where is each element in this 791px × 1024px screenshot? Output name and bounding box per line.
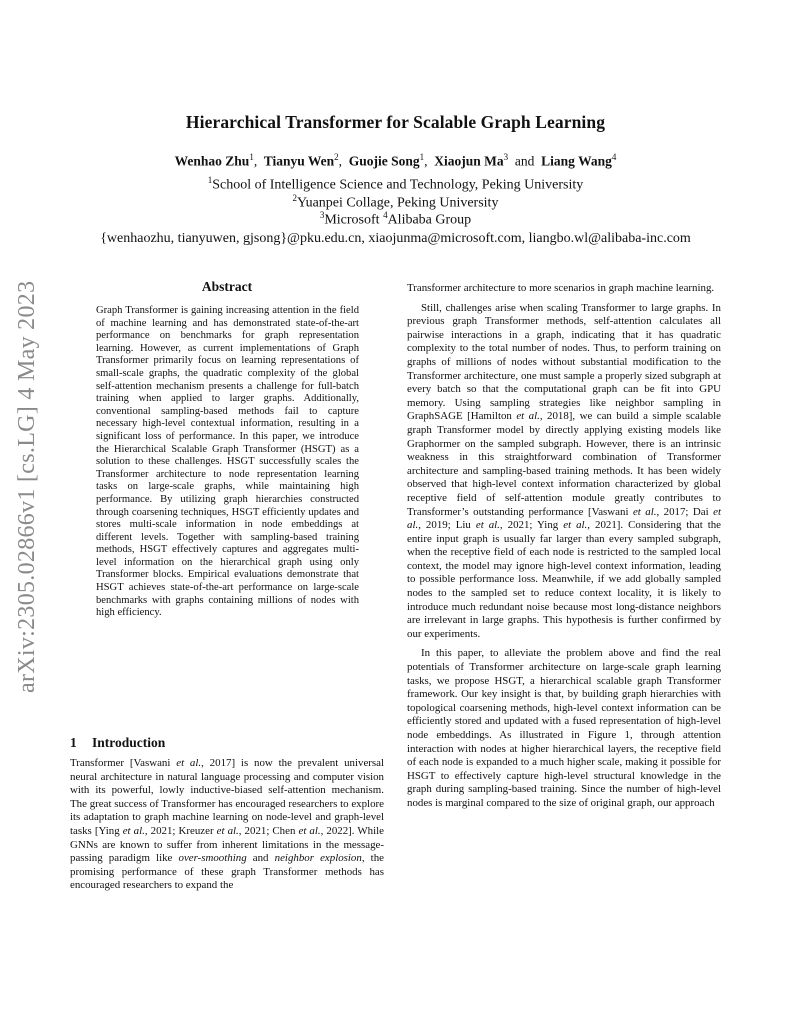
affiliation-line: $^3$Microsoft $^4$Alibaba Group <box>319 210 472 228</box>
abstract-heading: Abstract <box>201 279 253 294</box>
author-name: Liang Wang <box>541 153 612 169</box>
affiliation-line: $^1$School of Intelligence Science and Technology, Peking University <box>207 175 584 193</box>
introduction-right-column <box>407 282 721 811</box>
section-title: Introduction <box>92 735 166 750</box>
paper-title: Hierarchical Transformer for Scalable Graph Learning <box>185 112 606 132</box>
author-affiliation-mark: 1 <box>419 152 425 162</box>
affiliation-line: $^2$Yuanpei Collage, Peking University <box>292 193 499 211</box>
author-name: Wenhao Zhu <box>174 153 250 169</box>
author-affiliation-mark: 4 <box>611 152 617 162</box>
author-name: Guojie Song <box>348 153 420 169</box>
arxiv-identifier-stamp: arXiv:2305.02866v1 [cs.LG] 4 May 2023 <box>14 280 40 693</box>
author-affiliation-mark: 3 <box>503 152 509 162</box>
author-affiliation-mark: 2 <box>334 152 339 162</box>
author-name: Tianyu Wen <box>263 153 335 169</box>
introduction-paragraph-left: Transformer [Vaswani et al., 2017] is now the prevalent universal neural architecture in natural language processing and computer vision with its powerful, lowly inductive-biased self-attention mechanism. The great success of Transformer has encouraged researchers to explore its adaptation to graph machine learning on node-level and graph-level tasks [Ying et al., 2021; Kreuzer et al., 2021; Chen et al., 2022]. While GNNs are known to suffer from inherent limitations in the message-passing paradigm like over-smoothing and neighbor explosion, the promising performance of these graph Transformer methods has encouraged researchers to expand the <box>70 757 385 892</box>
introduction-paragraph: In this paper, to alleviate the problem above and find the real potentials of Transformer architecture on large-scale graph learning tasks, we propose HSGT, a hierarchical scalable graph Transformer framework. Our key insight is that, by building graph hierarchies with topological coarsening methods, high-level context information can be efficiently stored and updated with a fused representation of high-level node embeddings. As illustrated in Figure 1, through attention interaction with nodes at higher hierarchical layers, the receptive field of each node is expanded to a much higher scale, making it possible for HSGT to effectively capture high-level structural knowledge in the graph during sampling-based training. Since the number of high-level nodes is marginal compared to the size of original graph, our approach <box>407 647 721 809</box>
author-emails: {wenhaozhu, tianyuwen, gjsong}@pku.edu.cn, xiaojunma@microsoft.com, liangbo.wl@alibaba-inc.com <box>100 231 691 246</box>
author-conjunction: and <box>514 153 535 169</box>
introduction-paragraph: Transformer architecture to more scenarios in graph machine learning. <box>407 282 715 294</box>
author-list: Wenhao Zhu$^1$, Tianyu Wen$^2$, Guojie Song$^1$, Xiaojun Ma$^3$ and Liang Wang$^4$ <box>174 152 617 169</box>
section-number: 1 <box>70 735 77 750</box>
section-heading-introduction <box>70 735 165 751</box>
author-affiliation-mark: 1 <box>249 152 254 162</box>
abstract-text: Graph Transformer is gaining increasing attention in the field of machine learning and has demonstrated state-of-the-art performance on benchmarks for graph representation learning. However, as current implementations of Graph Transformer primarily focus on learning representations of small-scale graphs, the quadratic complexity of the global self-attention mechanism presents a challenge for full-batch training when applied to larger graphs. Additionally, conventional sampling-based methods fail to capture necessary high-level contextual information, resulting in a significant loss of performance. In this paper, we introduce the Hierarchical Scalable Graph Transformer (HSGT) as a solution to these challenges. HSGT successfully scales the Transformer architecture to node representation learning tasks on large-scale graphs, while maintaining high performance. By utilizing graph hierarchies constructed through coarsening techniques, HSGT efficiently updates and stores multi-scale information in node embeddings at different levels. Together with sampling-based training methods, HSGT effectively captures and aggregates multi-level information on the hierarchical graph using only Transformer blocks. Empirical evaluations demonstrate that HSGT achieves state-of-the-art performance on large-scale benchmarks with graphs containing millions of nodes with high efficiency. <box>96 305 359 619</box>
author-name: Xiaojun Ma <box>434 153 504 169</box>
introduction-paragraph: Still, challenges arise when scaling Transformer to large graphs. In previous graph Transformer methods, self-attention calculates all pairwise interactions in a graph, indicating that it has quadratic complexity to the total number of nodes. Thus, to perform training on graphs of millions of nodes without substantial modification to the Transformer architecture, one must sample a properly sized subgraph at every batch so that the computational graph can be fit into GPU memory. Using sampling strategies like neighbor sampling in GraphSAGE [Hamilton et al., 2018], we can build a simple scalable graph Transformer model by directly applying existing models like Graphormer on the sampled subgraph. However, there is an intrinsic weakness in this straightforward combination of Transformer architecture and sampling-based training methods. It has been widely observed that high-level context information characterized by global receptive field of self-attention module greatly contributes to Transformer’s outstanding performance [Vaswani et al., 2017; Dai et al., 2019; Liu et al., 2021; Ying et al., 2021]. Considering that the entire input graph is usually far larger than every sampled subgraph, when the receptive field of each node is restricted to the sampled local context, the model may ignore high-level context information, leading to possible performance loss. Meanwhile, if we add globally sampled nodes to the sampled set to reduce context locality, it is likely to introduce much redundant noise because most long-distance neighbors are irrelevant in large graphs. This hypothesis is further confirmed by our experiments. <box>407 301 722 640</box>
